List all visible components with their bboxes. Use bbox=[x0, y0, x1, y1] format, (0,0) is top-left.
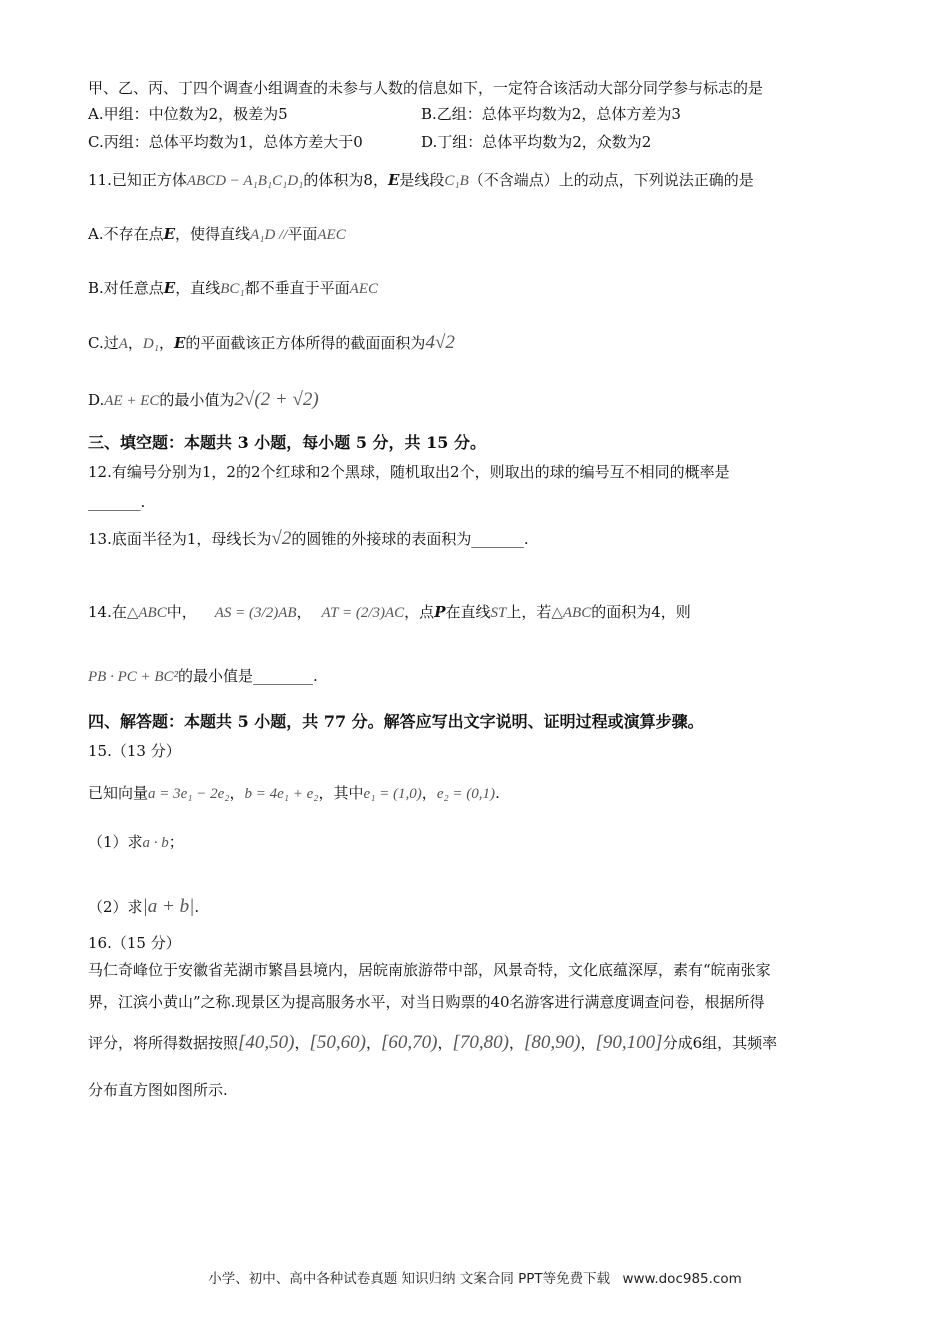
math-cube: ABCD − A₁B₁C₁D₁ bbox=[186, 173, 304, 189]
page-footer bbox=[0, 1267, 950, 1287]
q10-option-b: B.乙组：总体平均数为2，总体方差为3 bbox=[421, 105, 681, 123]
q16-title: 16.（15 分） bbox=[88, 934, 181, 952]
section-3-heading: 三、填空题：本题共 3 小题，每小题 5 分，共 15 分。 bbox=[88, 433, 486, 452]
q11-stem: 11.已知正方体ABCD − A₁B₁C₁D₁的体积为8，E是线段C₁B（不含端点）上的动点，下列说法正确的是 bbox=[88, 171, 754, 189]
q11-option-c: C.过A，D₁，E的平面截该正方体所得的截面面积为4√2 bbox=[88, 332, 455, 353]
section-4-heading: 四、解答题：本题共 5 小题，共 77 分。解答应写出文字说明、证明过程或演算步骤。 bbox=[88, 712, 704, 731]
q16-line-2: 界，江滨小黄山”之称.现景区为提高服务水平，对当日购票的40名游客进行满意度调查问卷，根据所得 bbox=[88, 993, 765, 1011]
q13-text: 13.底面半径为1，母线长为√2的圆锥的外接球的表面积为_______. bbox=[88, 528, 529, 549]
q11-option-a: A.不存在点E，使得直线A₁D //平面AEC bbox=[88, 225, 346, 243]
q11-option-b: B.对任意点E，直线BC₁都不垂直于平面AEC bbox=[88, 279, 378, 297]
q16-line-3: 评分，将所得数据按照[40,50)，[50,60)，[60,70)，[70,80)，[80,90)，[90,100]分成6组，其频率 bbox=[88, 1032, 778, 1053]
q10-option-c: C.丙组：总体平均数为1，总体方差大于0 bbox=[88, 133, 363, 151]
math-segment: C₁B bbox=[444, 173, 469, 189]
q15-part-1: （1）求a · b； bbox=[88, 833, 184, 851]
q12-blank: _______. bbox=[88, 493, 146, 511]
q15-part-2: （2）求|a + b|. bbox=[88, 896, 200, 917]
q14-text-2: PB · PC + BC²的最小值是________. bbox=[88, 667, 318, 685]
q15-given: 已知向量a = 3e₁ − 2e₂，b = 4e₁ + e₂，其中e₁ = (1,0)，e₂ = (0,1). bbox=[88, 784, 500, 802]
footer-link[interactable]: www.doc985.com bbox=[622, 1271, 742, 1287]
q14-text: 14.在△ABC中， AS = (3/2)AB， AT = (2/3)AC，点P在直线ST上，若△ABC的面积为4，则 bbox=[88, 603, 691, 621]
footer-text: 小学、初中、高中各种试卷真题 知识归纳 文案合同 PPT等免费下载 bbox=[208, 1271, 611, 1287]
q10-option-d: D.丁组：总体平均数为2，众数为2 bbox=[421, 133, 652, 151]
q10-intro: 甲、乙、丙、丁四个调查小组调查的未参与人数的信息如下，一定符合该活动大部分同学参与标志的是 bbox=[88, 79, 764, 97]
q11-option-d: D.AE + EC的最小值为2√(2 + √2) bbox=[88, 389, 319, 410]
q10-option-a: A.甲组：中位数为2，极差为5 bbox=[88, 105, 288, 123]
q15-title: 15.（13 分） bbox=[88, 742, 181, 760]
q16-line-4: 分布直方图如图所示. bbox=[88, 1081, 228, 1099]
q12-text: 12.有编号分别为1，2的2个红球和2个黑球，随机取出2个，则取出的球的编号互不相同的概率是 bbox=[88, 463, 730, 481]
q16-line-1: 马仁奇峰位于安徽省芜湖市繁昌县境内，居皖南旅游带中部，风景奇特，文化底蕴深厚，素有“皖南张家 bbox=[88, 961, 771, 979]
